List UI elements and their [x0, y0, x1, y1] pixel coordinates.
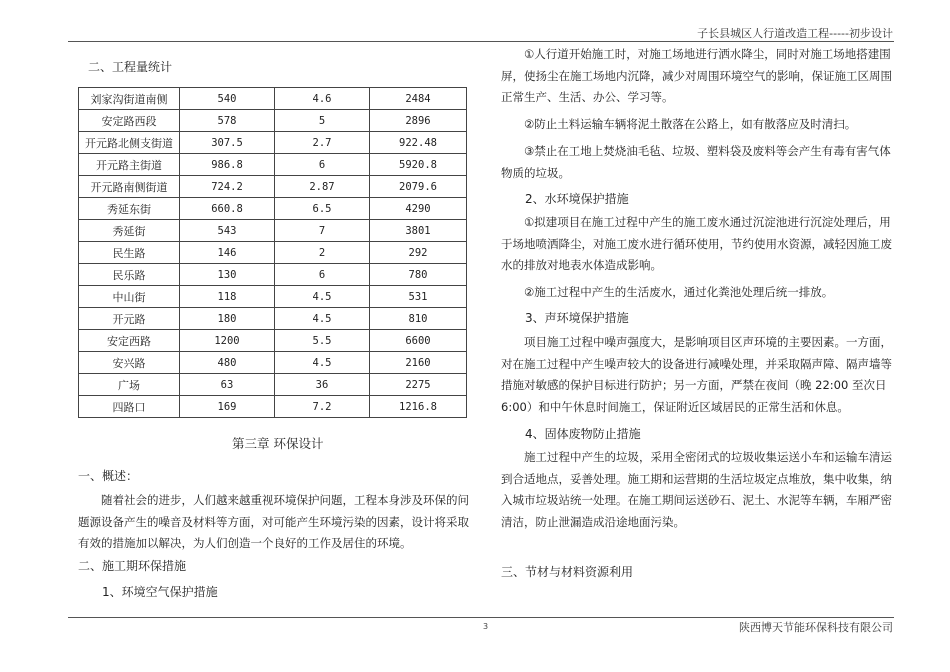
page-number: 3	[483, 622, 489, 631]
table-row	[79, 330, 467, 352]
table-cell-value: 2896	[370, 110, 467, 132]
water-protection-heading: 2、水环境保护措施	[525, 192, 629, 206]
table-cell-road-name: 开元路南侧街道	[79, 176, 180, 198]
air-measure-1: ①人行道开始施工时，对施工场地进行洒水降尘，同时对施工场地搭建围屏，使扬尘在施工场地内沉降，减少对周围环境空气的影响，保证施工区周围正常生产、生活、办公、学习等。	[501, 47, 892, 104]
table-cell-value: 169	[180, 396, 275, 418]
table-cell-value: 5	[275, 110, 370, 132]
table-row	[79, 242, 467, 264]
table-cell-value: 3801	[370, 220, 467, 242]
table-cell-value: 6	[275, 264, 370, 286]
table-cell-road-name: 安定路西段	[79, 110, 180, 132]
table-row	[79, 374, 467, 396]
table-cell-value: 307.5	[180, 132, 275, 154]
table-cell-road-name: 安定西路	[79, 330, 180, 352]
table-cell-value: 724.2	[180, 176, 275, 198]
header-rule	[68, 41, 894, 42]
footer-rule	[68, 617, 894, 618]
table-cell-value: 578	[180, 110, 275, 132]
table-cell-value: 531	[370, 286, 467, 308]
table-row	[79, 396, 467, 418]
overview-heading: 一、概述：	[78, 469, 139, 483]
water-measure-2: ②施工过程中产生的生活废水，通过化粪池处理后统一排放。	[524, 285, 834, 299]
air-protection-heading: 1、环境空气保护措施	[102, 585, 218, 599]
overview-paragraph: 随着社会的进步，人们越来越重视环境保护问题，工程本身涉及环保的问题源设备产生的噪音及材料等方面，对可能产生环境污染的因素，设计将采取有效的措施加以解决，为人们创造一个良好的工作及居住的环境。	[78, 493, 469, 550]
resource-heading: 三、节材与材料资源利用	[501, 565, 634, 579]
table-cell-value: 4.5	[275, 308, 370, 330]
table-cell-value: 543	[180, 220, 275, 242]
table-cell-value: 2.7	[275, 132, 370, 154]
table-cell-value: 2160	[370, 352, 467, 374]
quantity-table-body	[79, 88, 467, 418]
footer-company: 陕西博天节能环保科技有限公司	[739, 621, 893, 634]
table-row	[79, 88, 467, 110]
table-cell-value: 7.2	[275, 396, 370, 418]
table-cell-road-name: 中山街	[79, 286, 180, 308]
table-cell-value: 2275	[370, 374, 467, 396]
table-cell-value: 986.8	[180, 154, 275, 176]
table-cell-value: 63	[180, 374, 275, 396]
table-row	[79, 286, 467, 308]
table-cell-value: 2.87	[275, 176, 370, 198]
table-cell-road-name: 安兴路	[79, 352, 180, 374]
table-cell-value: 1216.8	[370, 396, 467, 418]
table-cell-value: 6.5	[275, 198, 370, 220]
table-cell-value: 1200	[180, 330, 275, 352]
air-measure-2: ②防止土料运输车辆将泥土散落在公路上，如有散落应及时清扫。	[524, 117, 857, 131]
table-cell-value: 540	[180, 88, 275, 110]
table-cell-value: 480	[180, 352, 275, 374]
table-cell-road-name: 民乐路	[79, 264, 180, 286]
waste-protection-heading: 4、固体废物防止措施	[525, 427, 641, 441]
table-cell-road-name: 开元路	[79, 308, 180, 330]
table-cell-value: 6	[275, 154, 370, 176]
table-cell-road-name: 广场	[79, 374, 180, 396]
construction-heading: 二、施工期环保措施	[78, 559, 187, 573]
table-row	[79, 352, 467, 374]
table-cell-value: 6600	[370, 330, 467, 352]
table-cell-value: 4.6	[275, 88, 370, 110]
noise-measure-paragraph: 项目施工过程中噪声强度大，是影响项目区声环境的主要因素。一方面，对在施工过程中产生噪声较大的设备进行减噪处理，并采取隔声障、隔声墙等措施对敏感的保护目标进行防护；另一方面，严禁在夜间（晚 22:00 至次日 6:00）和中午休息时间施工，保证附近区域居民的正常生活和休息。	[501, 335, 892, 414]
table-row	[79, 198, 467, 220]
table-cell-value: 7	[275, 220, 370, 242]
table-cell-value: 118	[180, 286, 275, 308]
table-cell-road-name: 秀延街	[79, 220, 180, 242]
waste-measure-paragraph: 施工过程中产生的垃圾，采用全密闭式的垃圾收集运送小车和运输车清运到合适地点，妥善处理。施工期和运营期的生活垃圾定点堆放，集中收集，纳入城市垃圾站统一处理。在施工期间运送砂石、泥土、水泥等车辆，车厢严密清洁，防止泄漏造成沿途地面污染。	[501, 450, 892, 529]
table-cell-road-name: 开元路主街道	[79, 154, 180, 176]
table-cell-value: 780	[370, 264, 467, 286]
table-cell-road-name: 四路口	[79, 396, 180, 418]
table-cell-value: 4.5	[275, 286, 370, 308]
table-cell-value: 292	[370, 242, 467, 264]
table-cell-value: 146	[180, 242, 275, 264]
section-heading-quantity: 二、工程量统计	[88, 60, 173, 74]
table-cell-value: 810	[370, 308, 467, 330]
table-cell-value: 5.5	[275, 330, 370, 352]
table-row	[79, 110, 467, 132]
air-measure-3: ③禁止在工地上焚烧油毛毡、垃圾、塑料袋及废料等会产生有毒有害气体物质的垃圾。	[501, 144, 891, 180]
table-cell-value: 5920.8	[370, 154, 467, 176]
noise-protection-heading: 3、声环境保护措施	[525, 311, 629, 325]
table-cell-value: 4.5	[275, 352, 370, 374]
header-title: 子长县城区人行道改造工程-----初步设计	[697, 27, 893, 40]
water-measure-1: ①拟建项目在施工过程中产生的施工废水通过沉淀池进行沉淀处理后，用于场地喷洒降尘，对施工废水进行循环使用，节约使用水资源，减轻因施工废水的排放对地表水体造成影响。	[501, 215, 892, 272]
table-row	[79, 220, 467, 242]
table-row	[79, 264, 467, 286]
table-cell-value: 2079.6	[370, 176, 467, 198]
table-cell-value: 130	[180, 264, 275, 286]
table-cell-value: 2484	[370, 88, 467, 110]
table-cell-road-name: 刘家沟街道南侧	[79, 88, 180, 110]
table-cell-value: 922.48	[370, 132, 467, 154]
table-cell-road-name: 秀延东街	[79, 198, 180, 220]
table-cell-value: 4290	[370, 198, 467, 220]
table-cell-road-name: 民生路	[79, 242, 180, 264]
table-cell-value: 660.8	[180, 198, 275, 220]
table-cell-value: 2	[275, 242, 370, 264]
chapter-title: 第三章 环保设计	[232, 436, 324, 451]
table-row	[79, 308, 467, 330]
table-row	[79, 132, 467, 154]
table-row	[79, 176, 467, 198]
quantity-table	[78, 87, 467, 418]
table-cell-value: 36	[275, 374, 370, 396]
table-cell-road-name: 开元路北侧支街道	[79, 132, 180, 154]
table-cell-value: 180	[180, 308, 275, 330]
table-row	[79, 154, 467, 176]
